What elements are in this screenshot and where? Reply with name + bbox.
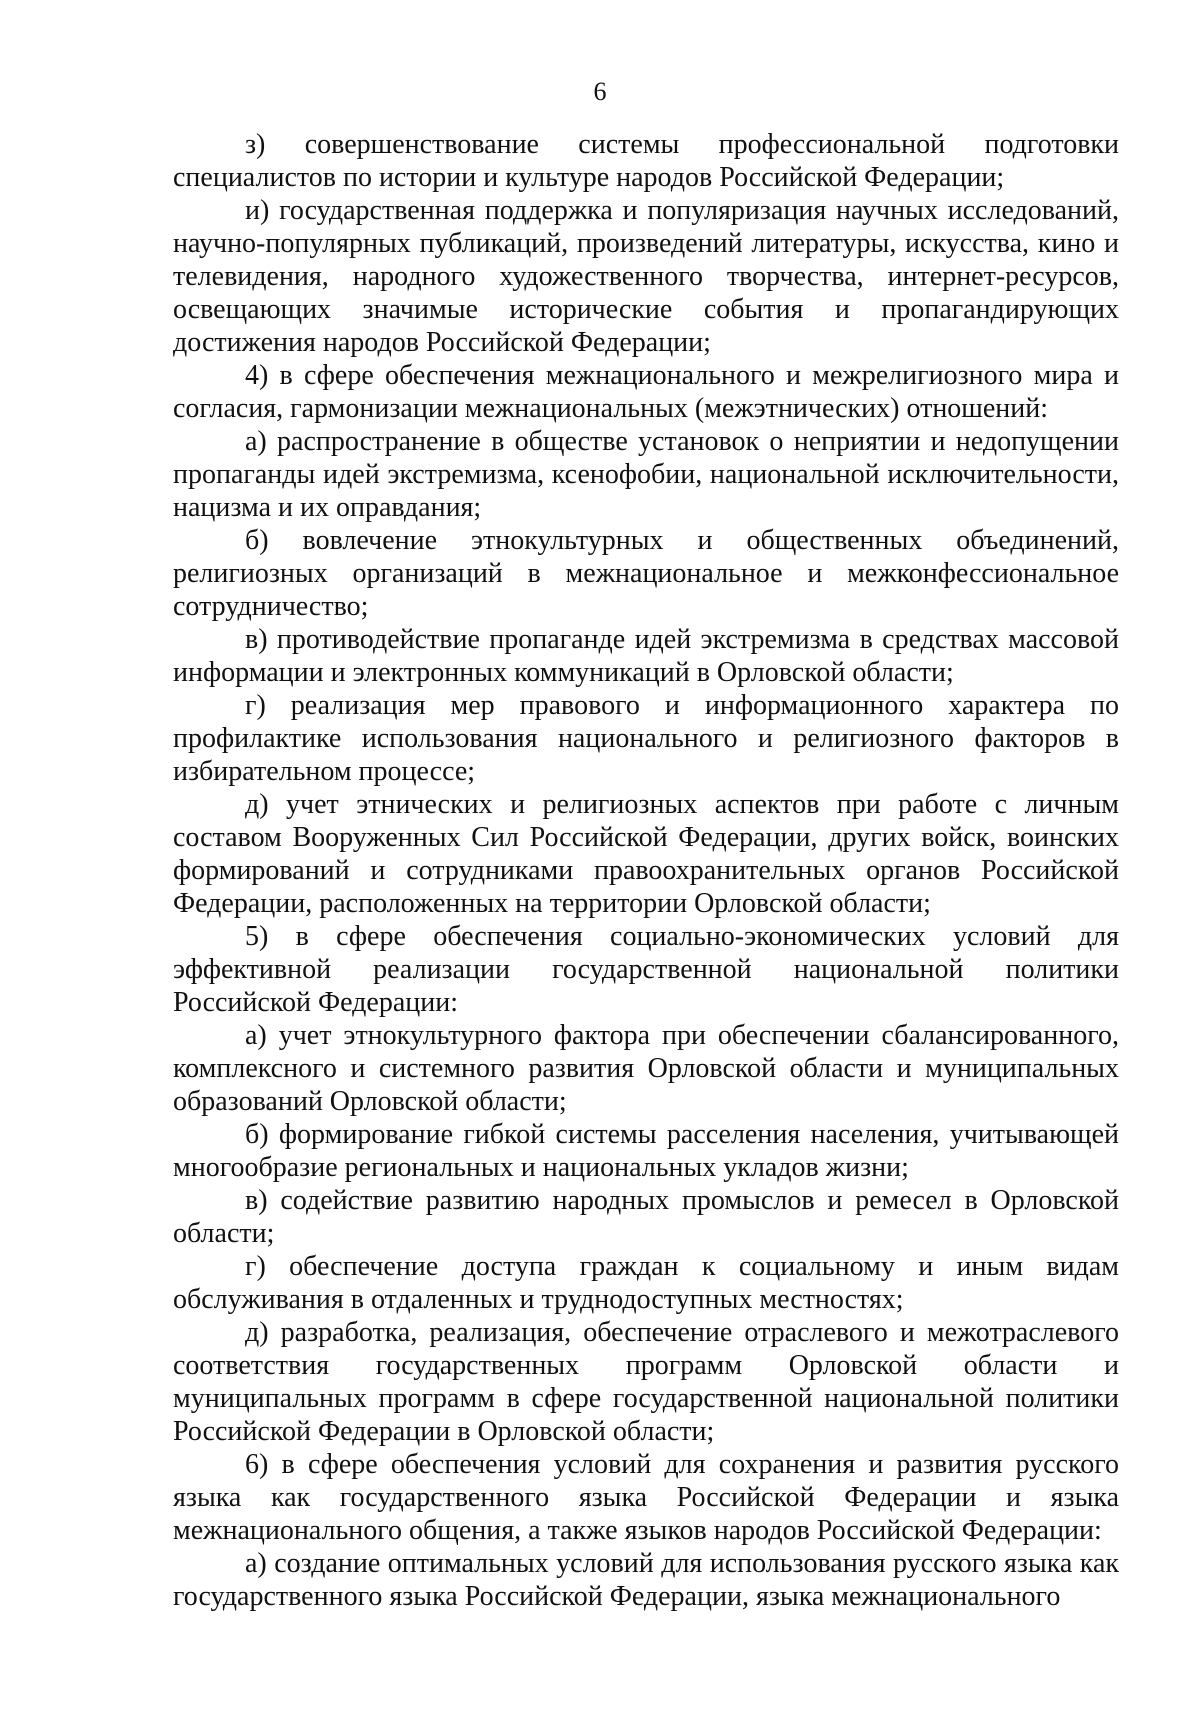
page-number: 6 bbox=[593, 77, 607, 106]
paragraph-5b: б) формирование гибкой системы расселения населения, учитывающей многообразие региональных и национальных укладов жизни; bbox=[173, 1119, 1119, 1183]
paragraph-4d: д) учет этнических и религиозных аспектов при работе с личным составом Вооруженных Сил Российской Федерации, других войск, воинских формирований и сотрудниками правоохранительных органов Российской Федерации, расположенных на территории Орловской области; bbox=[173, 789, 1119, 919]
paragraph-4a: а) распространение в обществе установок о неприятии и недопущении пропаганды идей экстремизма, ксенофобии, национальной исключительности, нацизма и их оправдания; bbox=[173, 426, 1119, 523]
paragraph-z: з) совершенствование системы профессиональной подготовки специалистов по истории и культуре народов Российской Федерации; bbox=[173, 129, 1119, 193]
paragraph-4b: б) вовлечение этнокультурных и общественных объединений, религиозных организаций в межнациональное и межконфессиональное сотрудничество; bbox=[173, 525, 1119, 622]
paragraph-section-5: 5) в сфере обеспечения социально-экономических условий для эффективной реализации государственной национальной политики Российской Федерации: bbox=[173, 921, 1119, 1018]
paragraph-5d: д) разработка, реализация, обеспечение отраслевого и межотраслевого соответствия государственных программ Орловской области и муниципальных программ в сфере государственной национальной политики Российской Федерации в Орловской области; bbox=[173, 1317, 1119, 1447]
paragraph-4g: г) реализация мер правового и информационного характера по профилактике использования национального и религиозного факторов в избирательном процессе; bbox=[173, 690, 1119, 787]
paragraph-5a: а) учет этнокультурного фактора при обеспечении сбалансированного, комплексного и системного развития Орловской области и муниципальных образований Орловской области; bbox=[173, 1020, 1119, 1117]
paragraph-4v: в) противодействие пропаганде идей экстремизма в средствах массовой информации и электронных коммуникаций в Орловской области; bbox=[173, 624, 1119, 688]
paragraph-section-6: 6) в сфере обеспечения условий для сохранения и развития русского языка как государственного языка Российской Федерации и языка межнационального общения, а также языков народов Российской Федерации: bbox=[173, 1449, 1119, 1546]
paragraph-section-4: 4) в сфере обеспечения межнационального и межрелигиозного мира и согласия, гармонизации межнациональных (межэтнических) отношений: bbox=[173, 360, 1119, 424]
paragraph-5g: г) обеспечение доступа граждан к социальному и иным видам обслуживания в отдаленных и труднодоступных местностях; bbox=[173, 1251, 1119, 1315]
paragraph-6a: а) создание оптимальных условий для использования русского языка как государственного языка Российской Федерации, языка межнационального bbox=[173, 1548, 1119, 1612]
document-body bbox=[173, 128, 1119, 1613]
paragraph-5v: в) содействие развитию народных промыслов и ремесел в Орловской области; bbox=[173, 1185, 1119, 1249]
paragraph-i: и) государственная поддержка и популяризация научных исследований, научно-популярных публикаций, произведений литературы, искусства, кино и телевидения, народного художественного творчества, интернет-ресурсов, освещающих значимые исторические события и пропагандирующих достижения народов Российской Федерации; bbox=[173, 195, 1119, 358]
